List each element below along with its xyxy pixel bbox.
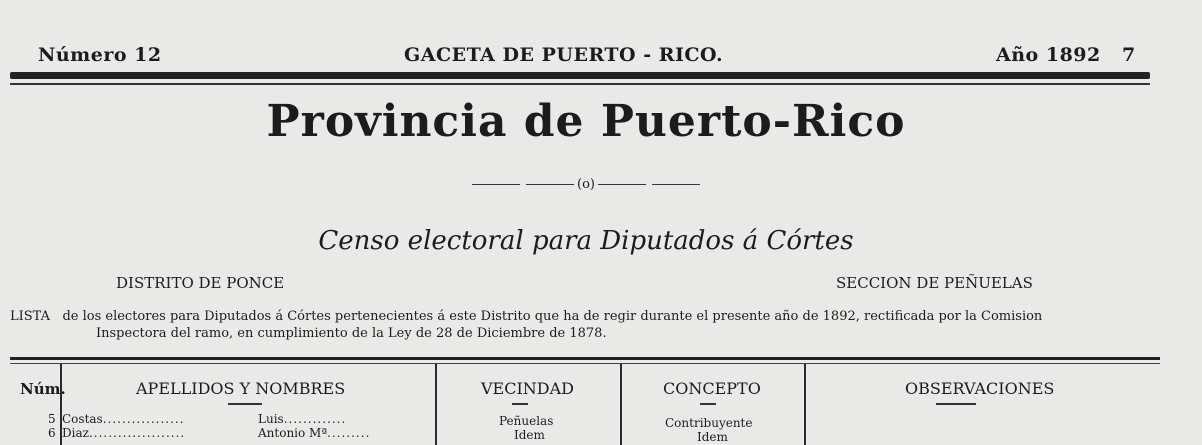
row-concepto: Contribuyente bbox=[665, 416, 753, 430]
ornament-divider bbox=[0, 177, 1172, 192]
issue-number: Número 12 bbox=[38, 44, 162, 66]
list-line-2: Inspectora del ramo, en cumplimiento de la Ley de 28 de Diciembre de 1878. bbox=[96, 326, 607, 341]
gazette-title: GACETA DE PUERTO - RICO. bbox=[404, 44, 724, 66]
section-label: SECCION DE PEÑUELAS bbox=[836, 274, 1033, 292]
table-rule-thick bbox=[10, 357, 1160, 360]
header-rule-thin bbox=[10, 83, 1150, 85]
row-concepto: Idem bbox=[697, 430, 728, 444]
header-rule-thick bbox=[10, 72, 1150, 79]
ornament-label: (o) bbox=[577, 177, 595, 192]
row-nombre: Antonio Mª......... bbox=[258, 426, 371, 440]
row-num: 5 bbox=[48, 412, 56, 426]
column-divider bbox=[435, 364, 437, 445]
row-apellido: Diaz.................... bbox=[62, 426, 186, 440]
list-line-1: de los electores para Diputados á Córtes pertenecientes á este Distrito que ha de regir durante el presente año de 1892, rectificada por la Comision bbox=[62, 309, 1043, 324]
page-number: 7 bbox=[1122, 44, 1136, 66]
column-divider bbox=[804, 364, 806, 445]
table-row bbox=[48, 426, 56, 440]
row-apellido: Costas................. bbox=[62, 412, 185, 426]
row-nombre: Luis............. bbox=[258, 412, 347, 426]
header-underline bbox=[228, 403, 262, 405]
column-header-observaciones: OBSERVACIONES bbox=[905, 379, 1055, 398]
column-header-num: Núm. bbox=[20, 380, 66, 398]
column-header-concepto: CONCEPTO bbox=[663, 379, 761, 398]
row-vecindad: Peñuelas bbox=[499, 414, 554, 428]
row-num: 6 bbox=[48, 426, 56, 440]
column-divider bbox=[620, 364, 622, 445]
list-description bbox=[10, 308, 1160, 342]
list-lead: LISTA bbox=[10, 309, 51, 324]
issue-year: Año 1892 bbox=[996, 44, 1101, 66]
column-header-vecindad: VECINDAD bbox=[481, 379, 575, 398]
table-row bbox=[48, 412, 56, 426]
table-rule-thin bbox=[10, 363, 1160, 364]
page-title: Provincia de Puerto-Rico bbox=[266, 96, 906, 147]
page-subtitle: Censo electoral para Diputados á Córtes bbox=[318, 226, 854, 256]
header-underline bbox=[512, 403, 528, 405]
row-vecindad: Idem bbox=[514, 428, 545, 442]
header-underline bbox=[936, 403, 976, 405]
column-header-names: APELLIDOS Y NOMBRES bbox=[136, 379, 346, 398]
header-underline bbox=[700, 403, 716, 405]
district-label: DISTRITO DE PONCE bbox=[116, 274, 285, 292]
